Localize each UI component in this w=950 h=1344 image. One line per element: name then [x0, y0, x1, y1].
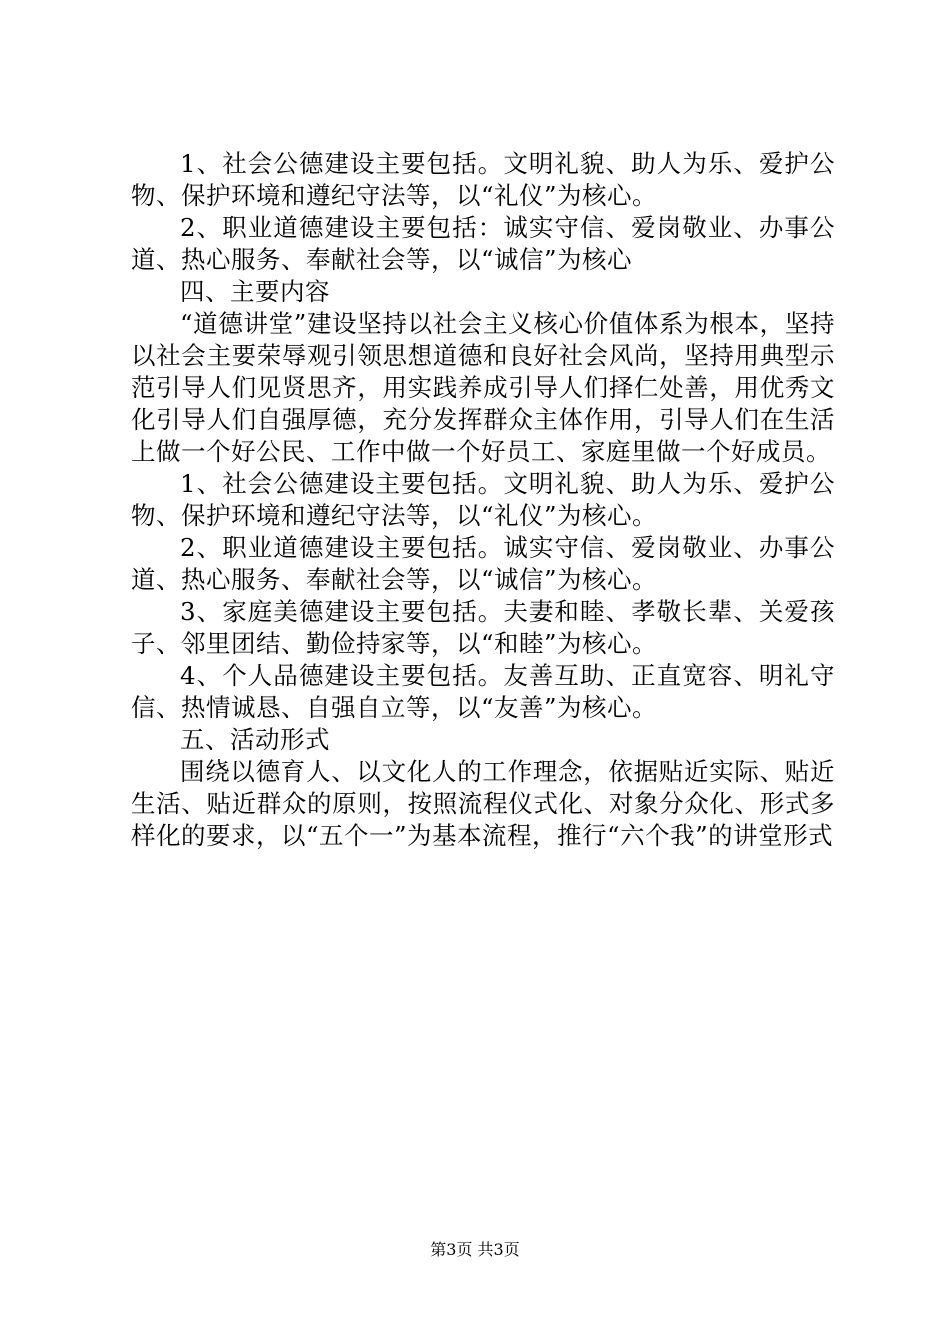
document-body [131, 148, 835, 852]
paragraph-personal-character: 4、个人品德建设主要包括。友善互助、正直宽容、明礼守信、热情诚恳、自强自立等，以“友善”为核心。 [131, 661, 835, 722]
paragraph-activity-form-body: 围绕以德育人、以文化人的工作理念，依据贴近实际、贴近生活、贴近群众的原则，按照流程仪式化、对象分众化、形式多样化的要求，以“五个一”为基本流程，推行“六个我”的讲堂形式 [131, 757, 835, 850]
section-heading-activity-form: 五、活动形式 [180, 725, 330, 754]
paragraph-family-virtue: 3、家庭美德建设主要包括。夫妻和睦、孝敬长辈、关爱孩子、邻里团结、勤俭持家等，以“和睦”为核心。 [131, 597, 835, 658]
paragraph-social-morality: 1、社会公德建设主要包括。文明礼貌、助人为乐、爱护公物、保护环境和遵纪守法等，以“礼仪”为核心。 [131, 149, 835, 210]
paragraph-professional-ethics-repeat: 2、职业道德建设主要包括。诚实守信、爱岗敬业、办事公道、热心服务、奉献社会等，以“诚信”为核心。 [131, 533, 835, 594]
paragraph-main-content-body: “道德讲堂”建设坚持以社会主义核心价值体系为根本，坚持以社会主要荣辱观引领思想道德和良好社会风尚，坚持用典型示范引导人们见贤思齐，用实践养成引导人们择仁处善，用优秀文化引导人们自强厚德，充分发挥群众主体作用，引导人们在生活上做一个好公民、工作中做一个好员工、家庭里做一个好成员。 [131, 309, 835, 466]
paragraph-professional-ethics: 2、职业道德建设主要包括：诚实守信、爱岗敬业、办事公道、热心服务、奉献社会等，以“诚信”为核心 [131, 213, 835, 274]
paragraph-social-morality-repeat: 1、社会公德建设主要包括。文明礼貌、助人为乐、爱护公物、保护环境和遵纪守法等，以“礼仪”为核心。 [131, 469, 835, 530]
page-number-footer: 第3页 共3页 [430, 1240, 520, 1259]
section-heading-main-content: 四、主要内容 [180, 277, 330, 306]
